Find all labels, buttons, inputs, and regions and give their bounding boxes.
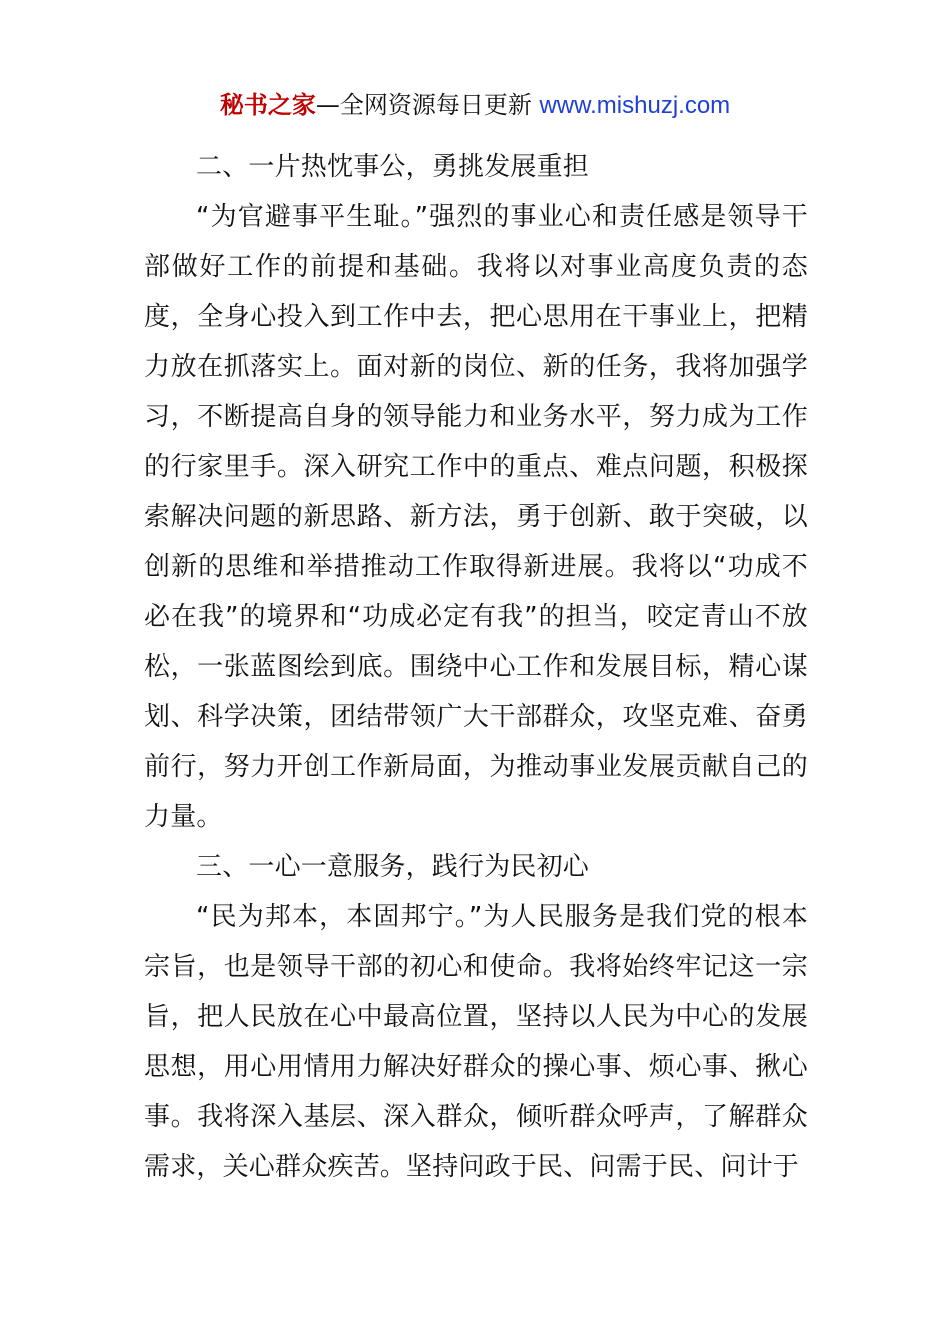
page-header: [0, 88, 950, 123]
brand-name: 秘书之家: [219, 91, 316, 119]
header-tagline: —全网资源每日更新: [315, 91, 540, 119]
section-heading: 三、一心一意服务，践行为民初心: [196, 852, 590, 882]
section-heading: 二、一片热忱事公，勇挑发展重担: [196, 152, 590, 182]
site-link[interactable]: www.mishuzj.com: [539, 92, 731, 119]
document-body: [144, 142, 808, 1192]
section-paragraph: “为官避事平生耻。”强烈的事业心和责任感是领导干部做好工作的前提和基础。我将以对事业高度负责的态度，全身心投入到工作中去，把心思用在干事业上，把精力放在抓落实上。面对新的岗位、新的任务，我将加强学习，不断提高自身的领导能力和业务水平，努力成为工作的行家里手。深入研究工作中的重点、难点问题，积极探索解决问题的新思路、新方法，勇于创新、敢于突破，以创新的思维和举措推动工作取得新进展。我将以“功成不必在我”的境界和“功成必定有我”的担当，咬定青山不放松，一张蓝图绘到底。围绕中心工作和发展目标，精心谋划、科学决策，团结带领广大干部群众，攻坚克难、奋勇前行，努力开创工作新局面，为推动事业发展贡献自己的力量。: [144, 202, 808, 832]
section-paragraph: “民为邦本，本固邦宁。”为人民服务是我们党的根本宗旨，也是领导干部的初心和使命。我将始终牢记这一宗旨，把人民放在心中最高位置，坚持以人民为中心的发展思想，用心用情用力解决好群众的操心事、烦心事、揪心事。我将深入基层、深入群众，倾听群众呼声，了解群众需求，关心群众疾苦。坚持问政于民、问需于民、问计于: [144, 902, 808, 1182]
